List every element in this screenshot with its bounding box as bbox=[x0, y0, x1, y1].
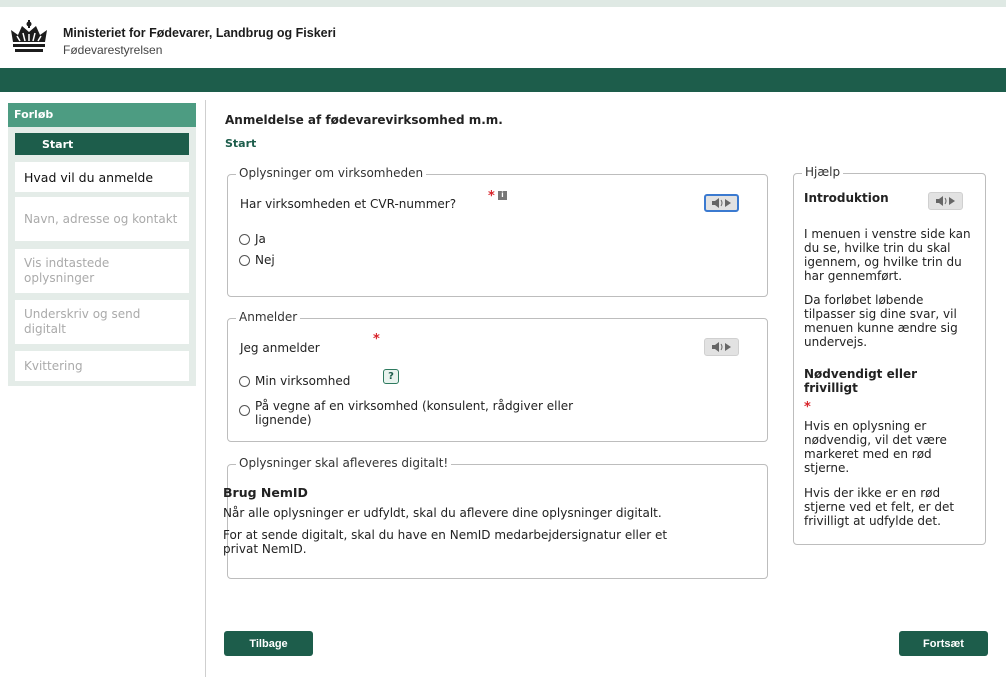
speaker-icon bbox=[935, 196, 957, 206]
help-required-heading: Nødvendigt eller frivilligt bbox=[804, 367, 918, 395]
option-no-label: Nej bbox=[255, 253, 275, 267]
cvr-option-no[interactable] bbox=[239, 253, 275, 267]
breadcrumb: Start bbox=[225, 137, 257, 150]
help-panel bbox=[793, 165, 986, 545]
nemid-heading: Brug NemID bbox=[223, 485, 308, 500]
radio-no[interactable] bbox=[239, 255, 250, 266]
digital-legend: Oplysninger skal afleveres digitalt! bbox=[236, 456, 451, 470]
sidebar-step-sign-send: Underskriv og send digitalt bbox=[15, 300, 189, 344]
progress-sidebar bbox=[8, 103, 196, 386]
cvr-question: Har virksomheden et CVR-nummer? bbox=[240, 197, 457, 211]
nemid-paragraph-2: For at sende digitalt, skal du have en NemID medarbejdersignatur eller et privat NemID. bbox=[223, 528, 668, 556]
reporter-option-behalf[interactable] bbox=[239, 399, 619, 427]
reporter-question: Jeg anmelder bbox=[240, 341, 320, 355]
required-star: * bbox=[488, 189, 495, 204]
radio-yes[interactable] bbox=[239, 234, 250, 245]
option-own-label: Min virksomhed bbox=[255, 374, 351, 388]
option-behalf-label: På vegne af en virksomhed (konsulent, rådgiver eller lignende) bbox=[255, 399, 574, 427]
read-aloud-button[interactable] bbox=[704, 338, 739, 356]
top-strip bbox=[0, 0, 1006, 7]
speaker-icon bbox=[711, 342, 733, 352]
sidebar-step-receipt: Kvittering bbox=[15, 351, 189, 381]
sidebar-step-name-address: Navn, adresse og kontakt bbox=[15, 197, 189, 241]
vertical-divider bbox=[205, 100, 206, 677]
company-info-legend: Oplysninger om virksomheden bbox=[236, 166, 426, 180]
site-header bbox=[0, 7, 1006, 68]
page-title: Anmeldelse af fødevarevirksomhed m.m. bbox=[225, 113, 503, 127]
ministry-name: Ministeriet for Fødevarer, Landbrug og Fiskeri bbox=[63, 26, 336, 40]
reporter-legend: Anmelder bbox=[236, 310, 300, 324]
help-paragraph-4: Hvis der ikke er en rød stjerne ved et felt, er det frivilligt at udfylde det. bbox=[804, 486, 955, 528]
continue-button[interactable]: Fortsæt bbox=[899, 631, 988, 656]
read-aloud-button[interactable] bbox=[704, 194, 739, 212]
sidebar-step-what-to-report[interactable]: Hvad vil du anmelde bbox=[15, 162, 189, 192]
sidebar-step-start[interactable]: Start bbox=[15, 133, 189, 155]
help-paragraph-3: Hvis en oplysning er nødvendig, vil det være markeret med en rød stjerne. bbox=[804, 419, 947, 475]
sidebar-step-show-entered: Vis indtastede oplysninger bbox=[15, 249, 189, 293]
speaker-icon bbox=[711, 198, 733, 208]
help-question-icon[interactable]: ? bbox=[383, 369, 399, 384]
agency-name: Fødevarestyrelsen bbox=[63, 43, 163, 57]
help-paragraph-2: Da forløbet løbende tilpasser sig dine svar, vil menuen kunne ændre sig undervejs. bbox=[804, 293, 958, 349]
reporter-option-own[interactable] bbox=[239, 374, 350, 388]
crown-logo-icon bbox=[9, 20, 49, 54]
green-nav-band bbox=[0, 68, 1006, 92]
required-star: * bbox=[373, 332, 380, 347]
help-required-star: * bbox=[804, 400, 811, 415]
sidebar-title: Forløb bbox=[8, 103, 196, 127]
help-paragraph-1: I menuen i venstre side kan du se, hvilke trin du skal igennem, og hvilke trin du har gennemført. bbox=[804, 227, 971, 283]
info-icon[interactable]: i bbox=[498, 191, 507, 200]
nemid-paragraph-1: Når alle oplysninger er udfyldt, skal du aflevere dine oplysninger digitalt. bbox=[223, 506, 662, 520]
back-button[interactable]: Tilbage bbox=[224, 631, 313, 656]
help-legend: Hjælp bbox=[802, 165, 843, 179]
radio-own-company[interactable] bbox=[239, 376, 250, 387]
cvr-option-yes[interactable] bbox=[239, 232, 266, 246]
help-intro-heading: Introduktion bbox=[804, 191, 889, 205]
digital-fieldset bbox=[227, 456, 768, 579]
option-yes-label: Ja bbox=[255, 232, 266, 246]
read-aloud-button[interactable] bbox=[928, 192, 963, 210]
radio-on-behalf[interactable] bbox=[239, 405, 250, 416]
